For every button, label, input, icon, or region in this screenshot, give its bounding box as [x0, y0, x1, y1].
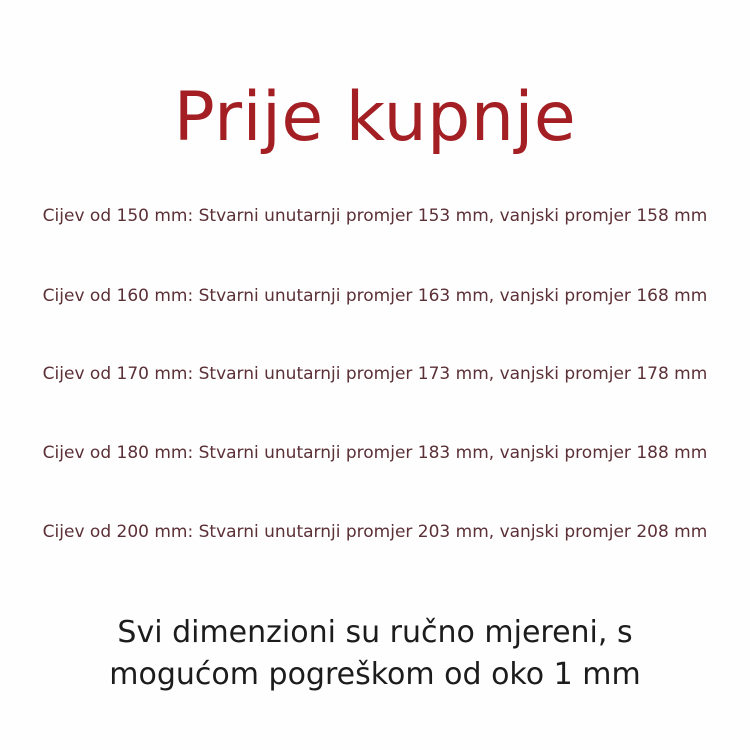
pipe-170-item: Cijev od 170 mm: Stvarni unutarnji promjer 173 mm, vanjski promjer 178 mm: [42, 364, 708, 384]
pipe-150-item: Cijev od 150 mm: Stvarni unutarnji promjer 153 mm, vanjski promjer 158 mm: [42, 206, 708, 226]
measurement-note: [30, 612, 720, 696]
pipe-180-item: Cijev od 180 mm: Stvarni unutarnji promjer 183 mm, vanjski promjer 188 mm: [42, 443, 708, 463]
page-title: Prije kupnje: [173, 78, 577, 157]
pipe-200-item: Cijev od 200 mm: Stvarni unutarnji promjer 203 mm, vanjski promjer 208 mm: [42, 522, 708, 542]
pipe-160-item: Cijev od 160 mm: Stvarni unutarnji promjer 163 mm, vanjski promjer 168 mm: [42, 286, 708, 306]
measurement-note-line-2: mogućom pogreškom od oko 1 mm: [109, 657, 641, 692]
measurement-note-line-1: Svi dimenzioni su ručno mjereni, s: [117, 615, 633, 650]
